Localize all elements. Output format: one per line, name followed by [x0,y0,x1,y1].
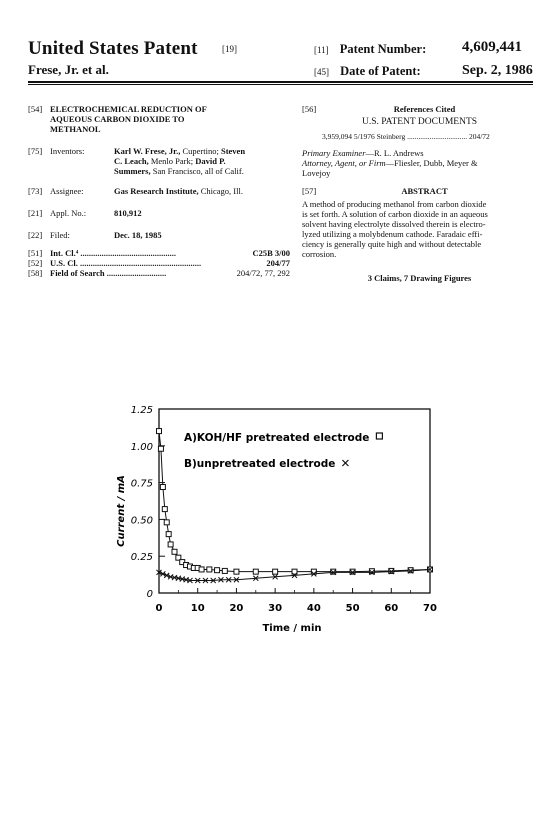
filed-value: Dec. 18, 1985 [114,230,162,240]
title-code: [54] [28,104,43,114]
inventor-2-name-a: Steven [220,146,246,156]
data-point-square [207,567,212,572]
series-a-pretreated [157,429,433,575]
x-tick-label: 70 [423,603,437,614]
references-subheading: U.S. PATENT DOCUMENTS [361,117,478,127]
data-point-square [162,507,167,512]
assignee-label: Assignee: [50,186,84,196]
patent-date-code: [45] [314,67,329,77]
x-tick-label: 10 [190,603,205,614]
data-point-square [160,485,165,490]
claims-summary: 3 Claims, 7 Drawing Figures [367,273,472,283]
attorney-label: Attorney, Agent, or Firm [302,158,386,168]
data-point-square [253,569,258,574]
search-value: 204/72, 77, 292 [236,268,290,278]
data-point-square [408,568,413,573]
data-point-square [350,569,355,574]
uscl-value: 204/77 [266,258,290,268]
references-code: [56] [302,104,317,114]
data-point-square [215,568,220,573]
x-tick-label: 40 [306,603,321,614]
data-point-square [273,569,278,574]
inventor-2-city: Menlo Park; [148,156,196,166]
abstract-line-6: corrosion. [302,249,337,259]
data-point-square [158,446,163,451]
inventors-label: Inventors: [50,146,85,156]
y-tick-label: 1.00 [130,441,153,453]
title-line-3: METHANOL [50,124,101,134]
uscl-code: [52] [28,258,43,268]
data-point-square [331,569,336,574]
data-point-square [157,429,162,434]
assignee-name: Gas Research Institute, [114,186,199,196]
search-label: Field of Search ............................ [50,268,167,278]
x-tick-label: 20 [229,603,244,614]
references-heading: References Cited [393,104,456,114]
patent-date: Sep. 2, 1986 [462,63,533,78]
appl-value: 810,912 [114,208,142,218]
legend-series-a: A)KOH/HF pretreated electrode [184,432,370,444]
data-point-square [222,568,227,573]
patent-header-code: [19] [222,44,237,54]
abstract-line-5: ciency is generally quite high and without detectable [302,239,482,249]
inventor-2-name-b: C. Leach, [114,156,149,166]
abstract-line-2: is set forth. A solution of carbon dioxide in an aqueous [302,209,488,219]
abstract-code: [57] [302,186,317,196]
y-tick-label: 0.25 [130,552,153,564]
legend-marker-x [342,460,348,466]
appl-label: Appl. No.: [50,208,87,218]
data-point-square [389,568,394,573]
patent-number: 4,609,441 [462,39,522,55]
y-tick-label: 0.75 [130,478,153,490]
intcl-label: Int. Cl.⁴ ............................................. [50,248,177,258]
data-point-square [172,549,177,554]
legend-series-b: B)unpretreated electrode [184,458,336,470]
appl-code: [21] [28,208,43,218]
examiner-label: Primary Examiner [302,148,366,158]
examiner-value: —R. L. Andrews [365,148,424,158]
inventor-3-city: San Francisco, all of Calif. [150,166,244,176]
y-axis-label: Current / mA [116,475,127,547]
legend-marker-square [376,433,382,439]
title-line-1: ELECTROCHEMICAL REDUCTION OF [50,104,207,114]
title-line-2: AQUEOUS CARBON DIOXIDE TO [50,114,185,124]
uscl-label: U.S. Cl. ......................................................... [50,258,202,268]
inventor-3-name-b: Summers, [114,166,151,176]
x-axis-label: Time / min [262,623,322,634]
y-tick-label: 0 [146,589,153,600]
assignee-city: Chicago, Ill. [198,186,243,196]
inventors-code: [75] [28,146,43,156]
data-point-square [234,569,239,574]
y-tick-label: 1.25 [130,405,153,416]
data-point-square [168,542,173,547]
inventor-1-name: Karl W. Frese, Jr., [114,146,181,156]
abstract-line-3: solvent having electrolyte dissolved therein is electro- [302,219,486,229]
x-tick-label: 50 [345,603,360,614]
patent-inventors-short: Frese, Jr. et al. [28,62,109,77]
intcl-value: C25B 3/00 [252,248,290,258]
data-point-square [199,567,204,572]
filed-label: Filed: [50,230,70,240]
reference-entry: 3,959,094 5/1976 Steinberg ................................ 204/72 [322,132,490,141]
abstract-heading: ABSTRACT [401,186,448,196]
y-tick-label: 0.50 [130,515,153,527]
series-line [159,431,430,572]
attorney-value-2: Lovejoy [302,168,331,178]
data-point-square [166,532,171,537]
abstract-line-1: A method of producing methanol from carbon dioxide [302,199,487,209]
patent-number-label: Patent Number: [339,42,427,56]
inventor-3-name-a: David P. [195,156,226,166]
search-code: [58] [28,268,43,278]
patent-header-title: United States Patent [28,38,198,59]
abstract-line-4: lyzed utilizing a molybdenum cathode. Faradaic effi- [302,229,483,239]
x-tick-label: 30 [268,603,283,614]
patent-number-code: [11] [314,45,329,55]
patent-date-label: Date of Patent: [340,64,421,78]
assignee-code: [73] [28,186,43,196]
filed-code: [22] [28,230,43,240]
x-tick-label: 60 [384,603,399,614]
intcl-code: [51] [28,248,43,258]
attorney-value: —Fliesler, Dubb, Meyer & [385,158,478,168]
inventor-1-city: Cupertino; [180,146,221,156]
data-point-square [164,520,169,525]
x-tick-label: 0 [155,603,163,614]
